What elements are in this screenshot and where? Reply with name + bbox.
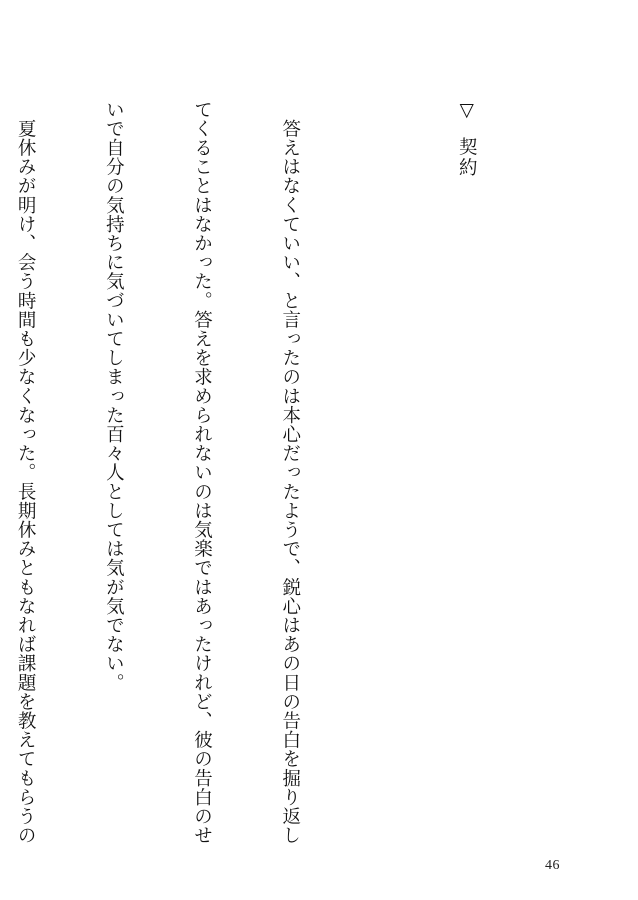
text-line-4: 夏休みが明け、会う時間も少なくなった。長期休みともなれば課題を教えてもらうの [15,100,37,845]
text-line-1: 答えはなくていい、と言ったのは本心だったようで、鋭心はあの日の告白を掘り返し [279,100,301,845]
blank-line [364,100,393,702]
chapter-title: 契約 [456,137,478,178]
triangle-down-icon: ▽ [456,100,478,123]
page-number: 46 [545,858,560,873]
text-line-2: てくることはなかった。答えを求められないのは気楽ではあったけれど、彼の告白のせ [191,100,213,845]
vertical-text-block [15,100,540,845]
chapter-heading [452,100,481,702]
text-line-3: いで自分の気持ちに気づいてしまった百々人としては気が気でない。 [103,100,125,693]
